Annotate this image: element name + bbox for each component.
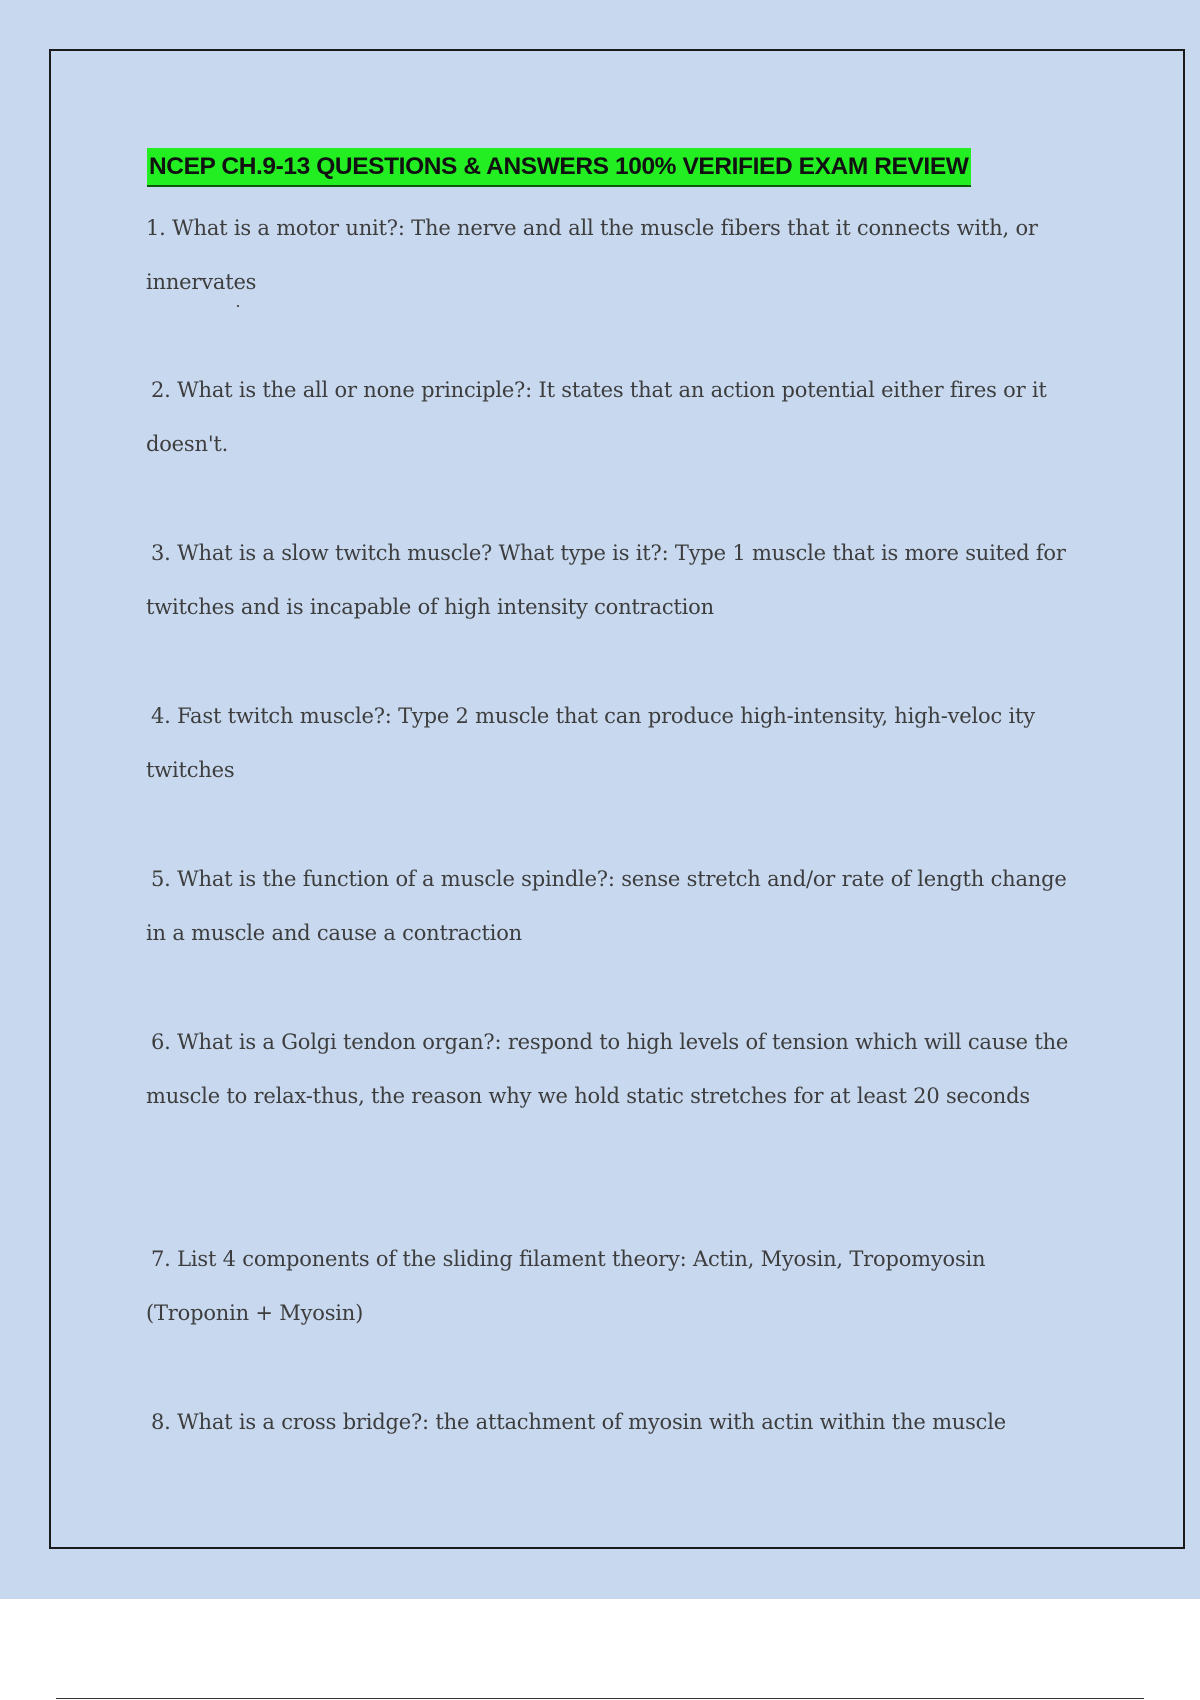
qa-item-2: 2. What is the all or none principle?: It states that an action potential either fires or it doesn't. bbox=[146, 378, 1047, 456]
qa-item-6: 6. What is a Golgi tendon organ?: respond to high levels of tension which will cause the muscle to relax-thus, the reason why we hold static stretches for at least 20 seconds bbox=[146, 1030, 1069, 1108]
qa-item-8: 8. What is a cross bridge?: the attachment of myosin with actin within the muscle bbox=[151, 1410, 1006, 1434]
qa-item-5: 5. What is the function of a muscle spindle?: sense stretch and/or rate of length change in a muscle and cause a contraction bbox=[146, 867, 1067, 945]
stray-dot bbox=[237, 305, 239, 307]
qa-item-3: 3. What is a slow twitch muscle? What type is it?: Type 1 muscle that is more suited for twitches and is incapable of high intensity contraction bbox=[146, 541, 1066, 619]
qa-item-1: 1. What is a motor unit?: The nerve and all the muscle fibers that it connects with, or innervates bbox=[146, 216, 1038, 294]
document-title: NCEP CH.9-13 QUESTIONS & ANSWERS 100% VERIFIED EXAM REVIEW bbox=[147, 148, 971, 187]
qa-item-7: 7. List 4 components of the sliding filament theory: Actin, Myosin, Tropomyosin (Troponin + Myosin) bbox=[146, 1247, 986, 1325]
footer-rule bbox=[56, 1698, 1144, 1699]
qa-item-4: 4. Fast twitch muscle?: Type 2 muscle that can produce high-intensity, high-veloc ity twitches bbox=[146, 704, 1035, 782]
